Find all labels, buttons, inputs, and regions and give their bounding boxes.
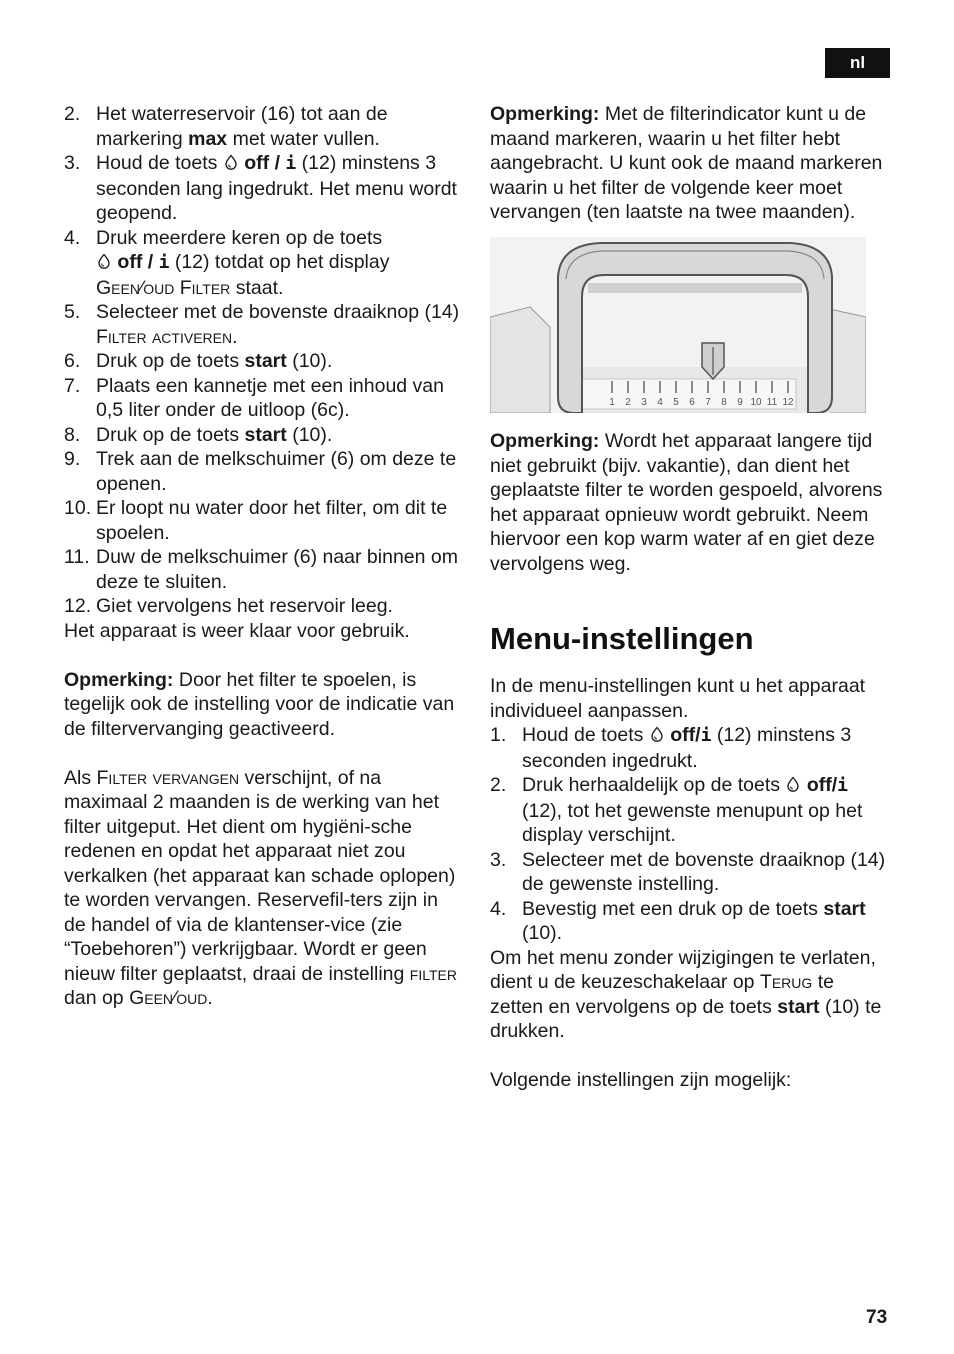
filter-indicator-illustration bbox=[490, 237, 866, 413]
note-paragraph: Opmerking: Met de filterindicator kunt u de maand markeren, waarin u het filter hebt aangebracht. U kunt ook de maand markeren waarin u het filter de volgende keer moet vervangen (ten laatste na twee maanden). bbox=[490, 103, 883, 223]
list-item: 4. Druk meerdere keren op de toets off / i (12) totdat op het display Geen∕oud Filter staat. bbox=[64, 226, 390, 299]
note-paragraph: Opmerking: Door het filter te spoelen, is tegelijk ook de instelling voor de indicatie van de filtervervanging geactiveerd. bbox=[64, 668, 455, 740]
scale-label: 8 bbox=[721, 396, 727, 408]
scale-label: 7 bbox=[705, 396, 711, 408]
list-item: 1. Houd de toets off/i (12) minstens 3 seconden ingedrukt. bbox=[490, 724, 852, 772]
scale-label: 5 bbox=[673, 396, 679, 408]
following-settings-text: Volgende instellingen zijn mogelijk: bbox=[490, 1069, 792, 1091]
list-item: 12. Giet vervolgens het reservoir leeg. bbox=[64, 595, 393, 617]
scale-label: 1 bbox=[609, 396, 615, 408]
scale-label: 9 bbox=[737, 396, 743, 408]
ready-text: Het apparaat is weer klaar voor gebruik. bbox=[64, 619, 410, 642]
list-item: 2. Druk herhaaldelijk op de toets off/i (12), tot het gewenste menupunt op het display verschijnt. bbox=[490, 774, 863, 846]
list-item: 3. Selecteer met de bovenste draaiknop (14) de gewenste instelling. bbox=[490, 848, 886, 895]
scale-label: 10 bbox=[750, 396, 762, 408]
list-item: 7. Plaats een kannetje met een inhoud van 0,5 liter onder de uitloop (6c). bbox=[64, 374, 445, 421]
coffee-drop-icon bbox=[96, 253, 112, 269]
coffee-drop-icon bbox=[649, 726, 665, 742]
section-heading: Menu-instellingen bbox=[490, 621, 754, 656]
list-item: 6. Druk op de toets start (10). bbox=[64, 350, 333, 372]
coffee-drop-icon bbox=[785, 776, 801, 792]
list-item: 3. Houd de toets off / i (12) minstens 3 seconden lang ingedrukt. Het menu wordt geopend. bbox=[64, 152, 457, 224]
scale-label: 3 bbox=[641, 396, 647, 408]
list-item: 5. Selecteer met de bovenste draaiknop (14) Filter activeren. bbox=[64, 301, 460, 348]
left-column bbox=[64, 102, 464, 1011]
scale-label: 6 bbox=[689, 396, 695, 408]
exit-menu-paragraph: Om het menu zonder wijzigingen te verlaten, dient u de keuzeschakelaar op Terug te zetten en vervolgens op de toets start (10) te drukken. bbox=[490, 946, 882, 1042]
left-steps-list bbox=[64, 102, 464, 619]
scale-label: 4 bbox=[657, 396, 663, 408]
list-item: 8. Druk op de toets start (10). bbox=[64, 423, 333, 446]
note-paragraph: Opmerking: Wordt het apparaat langere tijd niet gebruikt (bijv. vakantie), dan dient het geplaatste filter te worden gespoeld, alvorens het apparaat opnieuw wordt gebruikt. Neem hiervoor een kop warm water af en giet deze vervolgens weg. bbox=[490, 430, 883, 575]
scale-label: 12 bbox=[782, 396, 794, 408]
list-item: 10. Er loopt nu water door het filter, om dit te spoelen. bbox=[64, 497, 448, 544]
scale-label: 2 bbox=[625, 396, 631, 408]
list-item: 9. Trek aan de melkschuimer (6) om deze te openen. bbox=[64, 448, 457, 495]
list-item: 11. Duw de melkschuimer (6) naar binnen om deze te sluiten. bbox=[64, 546, 458, 593]
menu-steps-list bbox=[490, 723, 890, 946]
list-item: 2. Het waterreservoir (16) tot aan de markering max met water vullen. bbox=[64, 103, 388, 150]
scale-label: 11 bbox=[766, 396, 778, 408]
intro-text: In de menu-instellingen kunt u het apparaat individueel aanpassen. bbox=[490, 675, 866, 722]
page-number: 73 bbox=[866, 1307, 888, 1328]
coffee-drop-icon bbox=[223, 154, 239, 170]
list-item: 4. Bevestig met een druk op de toets start (10). bbox=[490, 897, 866, 944]
filter-replacement-paragraph: Als Filter vervangen verschijnt, of na maximaal 2 maanden is de werking van het filter uitgeput. Het dient om hygiëni-sche redenen en opdat het apparaat niet zou verkalken (het apparaat kan schade oplopen) te worden vervangen. Reservefil-ters zijn in de handel of via de klantenser-vice (zie “Toebehoren”) verkrijgbaar. Wordt er geen nieuw filter geplaatst, draai de instelling filter dan op Geen∕oud. bbox=[64, 766, 457, 1009]
right-column bbox=[490, 102, 890, 1093]
language-tab: nl bbox=[825, 48, 890, 78]
